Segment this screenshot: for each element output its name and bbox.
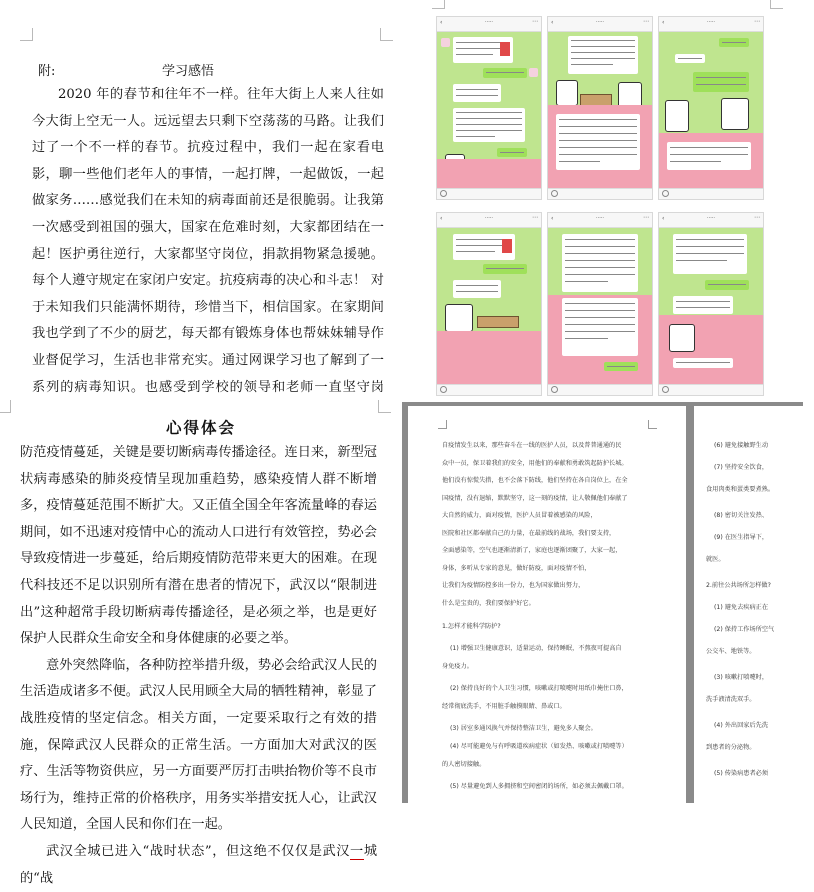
essay-paragraph (20, 839, 377, 892)
chat-screenshot: ‹ ····· ⋯ (547, 16, 653, 200)
chat-bubble (673, 358, 733, 368)
essay-header (38, 58, 378, 78)
essay-body (32, 82, 384, 454)
avatar (441, 38, 450, 47)
scan-text-line: (9) 在医生指导下， (714, 534, 769, 541)
chat-bubble (562, 234, 638, 292)
chat-screenshot: ‹ ····· ⋯ (658, 16, 764, 200)
essay-experience (0, 402, 402, 886)
scan-text-line: (1) 增强卫生健康意识，适量运动，保持睡眠，不熬夜可提高自 (450, 645, 622, 652)
scan-text-line: 让我们为疫情防控多出一份力，也为国家做出努力， (442, 582, 585, 589)
scan-text-line: (3) 居室多通风换气并保持整洁卫生，避免多人聚会。 (450, 725, 597, 732)
scan-text-line: (4) 外出回家后先洗 (714, 722, 769, 729)
scan-text-line: 到患者的分泌物。 (706, 744, 756, 751)
scan-text-line: (3) 咳嗽打喷嚏时， (714, 674, 769, 681)
chat-bubble (673, 296, 733, 314)
scan-text-line: (1) 避免去疾病正在 (714, 604, 769, 611)
chat-screenshot: ‹ ····· ⋯ (547, 212, 653, 396)
chat-bubble (483, 68, 527, 78)
essay-learning-reflection (0, 0, 402, 402)
chat-screenshot: ‹ ····· ⋯ (436, 16, 542, 200)
file-icon (500, 42, 510, 56)
scan-text-line: 全面感染等，空气也逐渐清新了，家庭也逐渐团聚了，大家一起， (442, 547, 622, 554)
chat-screenshot-grid (402, 0, 803, 402)
cartoon-character (445, 304, 473, 332)
flagged-text: 一 (350, 843, 364, 859)
scan-text-line: 1.怎样才能科学防护? (442, 623, 501, 630)
crop-mark (20, 28, 33, 41)
scan-text-line: 自疫情发生以来，那些奋斗在一线的医护人员，以及普普通通的民 (442, 442, 622, 449)
scan-text-line: (8) 密切关注发热、 (714, 512, 769, 519)
scan-text-line: 就医。 (706, 556, 725, 563)
chat-screenshot: ‹ ····· ⋯ (436, 212, 542, 396)
chat-bubble (453, 84, 501, 102)
chat-bubble (453, 234, 515, 260)
scan-text-line: 经常彻底洗手，不用脏手触摸眼睛、鼻或口。 (442, 703, 566, 710)
chat-bubble (693, 72, 749, 92)
chat-bubble (562, 298, 638, 356)
scan-text-line: 大自然的威力，面对疫情，医护人员冒着被感染的风险， (442, 512, 597, 519)
scan-text-line: 的人密切接触。 (442, 761, 486, 768)
essay-body (20, 440, 377, 892)
scan-text-line: 国疫情，没有退缩，默默坚守，这一刻的疫情，让人敬佩他们奉献了 (442, 494, 628, 502)
document-page (408, 406, 686, 803)
chat-bubble (497, 148, 527, 157)
cartoon-character (721, 98, 749, 130)
essay-paragraph: 防范疫情蔓延，关键是要切断病毒传播途径。连日来，新型冠状病毒感染的肺炎疫情呈现加重趋势，感染疫情人群不断增多，疫情蔓延范围不断扩大。又正值全国全年客流量峰的春运期间，如不迅速对疫情中心的流动人口进行有效管控，势必会导致疫情进一步蔓延，给后期疫情防范带来更大的困难。在现代科技还不足以识别所有潜在患者的情况下，武汉以“限制进出”这种超常手段切断病毒传播途径，是必须之举，也是更好保护人民群众生命安全和身体健康的必要之举。 (20, 445, 377, 647)
scan-text-line: (4) 尽可能避免与有呼吸道疾病症状（如发热、咳嗽或打喷嚏等） (450, 743, 628, 750)
paragraph-text: 城的“战 (20, 843, 377, 886)
scan-text-line: (2) 保持工作场所空气 (714, 626, 775, 633)
cartoon-character (665, 100, 689, 132)
crop-mark (432, 0, 445, 9)
chat-bubble (568, 36, 638, 74)
chat-bubble (453, 280, 501, 298)
crop-mark (438, 420, 447, 429)
decorative-band (437, 331, 541, 385)
appendix-label: 附: (38, 64, 56, 79)
chat-bubble (705, 280, 749, 290)
chat-bubble (675, 54, 705, 63)
chat-bubble (667, 142, 751, 170)
chat-bubble (719, 38, 749, 47)
essay-title: 学习感悟 (162, 64, 215, 79)
avatar (529, 68, 538, 77)
scanned-document-pages (402, 402, 803, 803)
scan-text-line: 他们没有惊慌失措，也不会落下防线，他们坚持在各自岗位上，在全 (442, 477, 628, 484)
chat-bubble (483, 264, 527, 274)
cartoon-character (669, 324, 695, 352)
essay-title: 心得体会 (165, 418, 236, 437)
crop-mark (0, 400, 11, 413)
scan-text-line: 食用肉类和蛋类要煮熟。 (706, 486, 775, 493)
chat-bubble (556, 114, 640, 170)
scan-text-line: 洗手液清洗双手。 (706, 696, 756, 703)
scan-text-line: 身免疫力。 (442, 663, 473, 670)
essay-paragraph: 2020 年的春节和往年不一样。往年大街上人来人往如今大街上空无一人。远远望去只剩下空荡荡的马路。让我们过了一个不一样的春节。抗疫过程中，我们一起在家看电影，聊一些他们老年人的事情，一起打牌，一起做饭，一起做家务……感觉我们在未知的病毒面前还是很脆弱。让我第一次感受到祖国的强大，国家在危难时刻，大家都团结在一起！医护勇往逆行，大家都坚守岗位，捐款捐物紧急援驰。每个人遵守规定在家闭户安定。抗疫病毒的决心和斗志！ 对于未知我们只能满怀期待，珍惜当下，相信国家。在家期间我也学到了不少的厨艺，每天都有锻炼身体也帮妹妹辅导作业督促学习，生活也非常充实。通过网课学习也了解到了一系列的病毒知识。也感受到学校的领导和老师一直坚守岗 (32, 87, 384, 395)
decorative-band (437, 159, 541, 189)
crop-mark (648, 420, 657, 429)
scan-text-line: 身体，多听从专家的意见，做好防疫，面对疫情不怕， (442, 564, 591, 572)
crop-mark (378, 400, 391, 413)
crop-mark (770, 0, 783, 9)
scan-text-line: (5) 尽量避免到人多拥挤和空间密闭的场所，如必须去佩戴口罩。 (450, 783, 628, 790)
crop-mark (380, 28, 393, 41)
cartoon-furniture (477, 316, 519, 328)
cartoon-character (556, 80, 578, 106)
scan-text-line: (6) 避免接触野生动 (714, 442, 769, 449)
scan-text-line: (7) 坚持安全饮食， (714, 464, 769, 471)
document-page (694, 406, 814, 803)
chat-bubble (673, 234, 747, 274)
scan-text-line: 公交车、地铁等。 (706, 648, 756, 655)
scan-text-line: (5) 传染病患者必须 (714, 770, 769, 777)
scan-text-line: 众中一员，保卫着我们的安全，用他们的奉献和勇敢筑起防护长城。 (442, 459, 628, 467)
chat-bubble (453, 37, 513, 63)
scan-text-line: 医院和社区都奉献自己的力量，在最前线的战场，我们要支持， (442, 529, 616, 537)
paragraph-text: 武汉全城已进入“战时状态”，但这绝不仅仅是武汉 (46, 843, 351, 859)
file-icon (502, 239, 512, 253)
chat-screenshot: ‹ ····· ⋯ (658, 212, 764, 396)
chat-bubble (453, 108, 525, 142)
chat-bubble (604, 362, 638, 371)
scan-text-line: 什么是宝贵的，我们要保护好它。 (442, 599, 535, 607)
scan-text-line: (2) 保持良好的个人卫生习惯，咳嗽或打喷嚏时用纸巾掩住口鼻， (450, 685, 628, 692)
scan-text-line: 2.前往公共场所怎样做? (706, 582, 771, 589)
essay-paragraph: 意外突然降临，各种防控举措升级，势必会给武汉人民的生活造成诸多不便。武汉人民用顾全大局的牺牲精神，彰显了战胜疫情的坚定信念。相关方面，一定要采取行之有效的措施，保障武汉人民群众的正常生活。一方面加大对武汉的医疗、生活等物资供应，另一方面要严厉打击哄抬物价等不良市场行为，维持正常的价格秩序，用务实举措安抚人心，让武汉人民知道，全国人民和你们在一起。 (20, 657, 377, 833)
